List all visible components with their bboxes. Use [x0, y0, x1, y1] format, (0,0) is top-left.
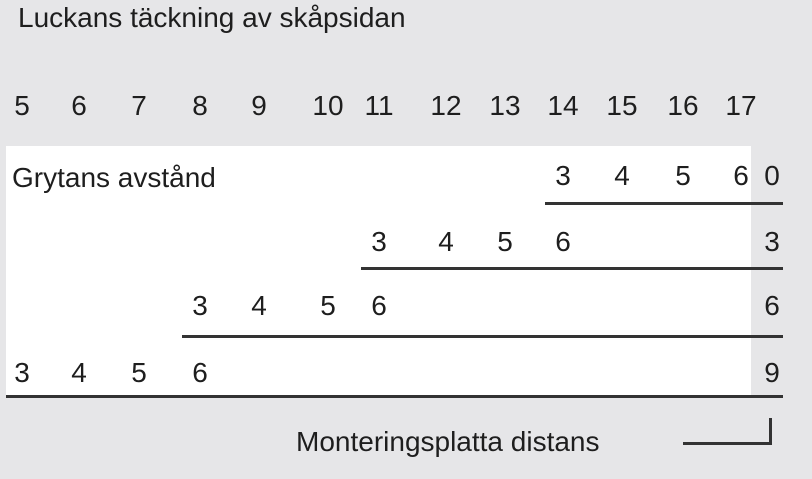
scale-number: 10	[312, 90, 344, 121]
row-value: 4	[71, 357, 87, 388]
row-value: 4	[614, 160, 630, 191]
row-value: 5	[675, 160, 691, 191]
row-value: 3	[555, 160, 571, 191]
scale-number: 7	[131, 90, 147, 121]
footer-label: Monteringsplatta distans	[296, 426, 600, 457]
row-value: 6	[555, 226, 571, 257]
scale-number: 5	[14, 90, 30, 121]
row-right-value: 3	[764, 226, 780, 257]
scale-number: 17	[725, 90, 757, 121]
row-value: 3	[371, 226, 387, 257]
diagram-title: Luckans täckning av skåpsidan	[18, 2, 406, 33]
row-rule	[545, 202, 783, 205]
scale-number: 14	[547, 90, 579, 121]
row-right-value: 6	[764, 290, 780, 321]
scale-number: 12	[430, 90, 462, 121]
row-value: 3	[14, 357, 30, 388]
row-value: 6	[192, 357, 208, 388]
row-value: 6	[371, 290, 387, 321]
row-rule	[361, 267, 783, 270]
bracket-line-horizontal	[683, 442, 772, 445]
row-value: 5	[131, 357, 147, 388]
row-right-value: 0	[764, 160, 780, 191]
row-value: 6	[733, 160, 749, 191]
scale-number: 11	[364, 90, 394, 121]
scale-number: 15	[606, 90, 638, 121]
row-rule	[182, 335, 783, 338]
scale-number: 9	[251, 90, 267, 121]
row-value: 3	[192, 290, 208, 321]
row-rule	[6, 395, 783, 398]
row-value: 5	[320, 290, 336, 321]
bracket-line-vertical	[769, 418, 772, 445]
scale-number: 16	[667, 90, 699, 121]
row-value: 5	[497, 226, 513, 257]
row-value: 4	[251, 290, 267, 321]
row-right-value: 9	[764, 357, 780, 388]
row-value: 4	[438, 226, 454, 257]
scale-number: 8	[192, 90, 208, 121]
scale-number: 13	[489, 90, 521, 121]
scale-number: 6	[71, 90, 87, 121]
row-label: Grytans avstånd	[12, 162, 216, 193]
